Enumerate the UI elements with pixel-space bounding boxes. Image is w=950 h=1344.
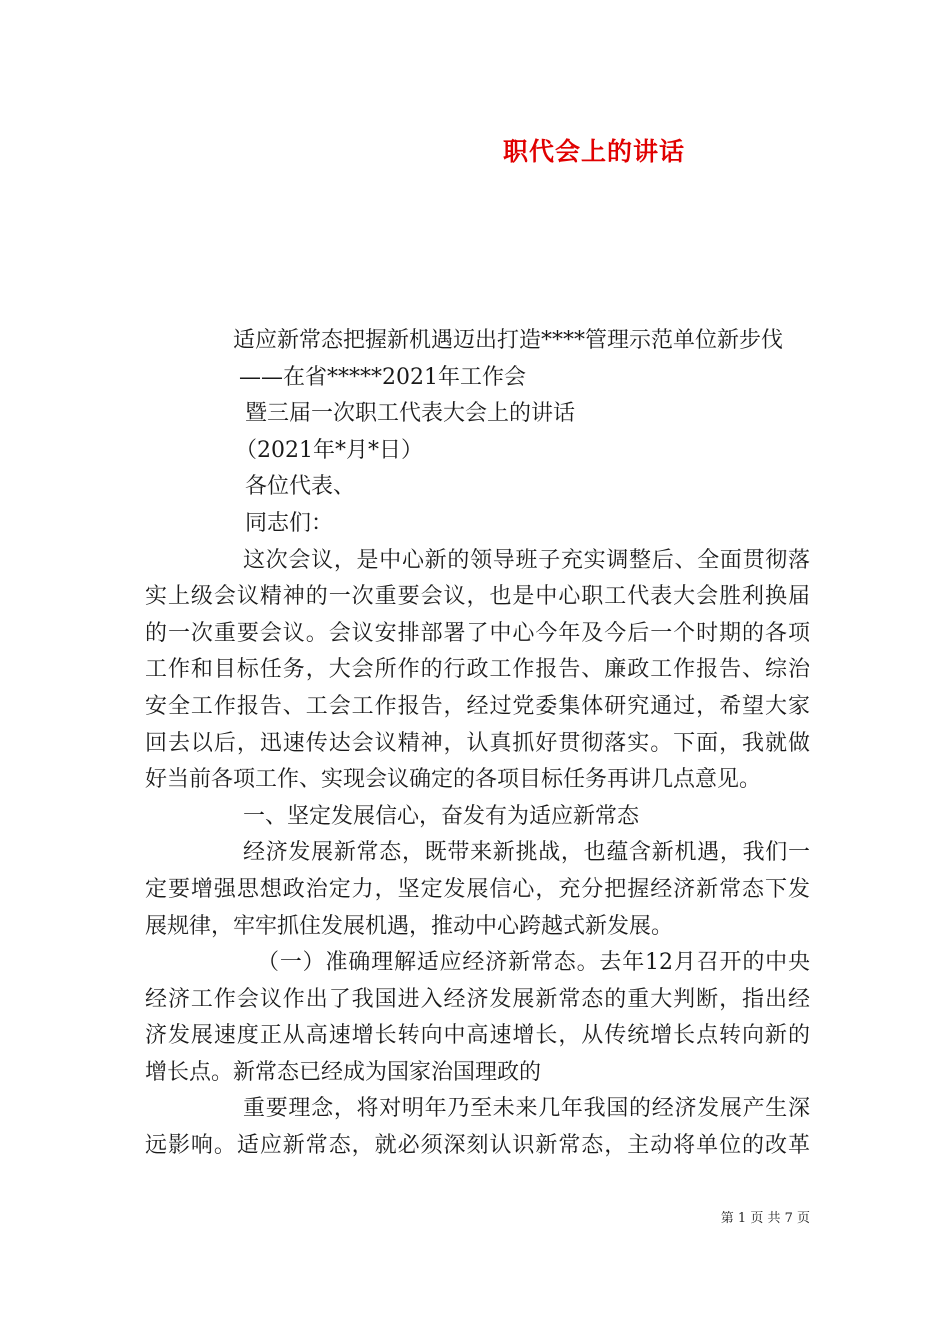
paragraph-line: 定要增强思想政治定力，坚定发展信心，充分把握经济新常态下发 — [145, 876, 810, 902]
subsection-heading: （一）准确理解适应经济新常态。去年12月召开的中央 — [257, 950, 810, 976]
paragraph-line: 增长点。新常态已经成为国家治国理政的 — [145, 1059, 542, 1085]
paragraph-line: 重要理念，将对明年乃至未来几年我国的经济发展产生深 — [243, 1096, 810, 1122]
heading-line-subtitle-2: 暨三届一次职工代表大会上的讲话 — [245, 401, 576, 427]
paragraph-line: 经济发展新常态，既带来新挑战，也蕴含新机遇，我们一 — [243, 840, 810, 866]
paragraph-line: 好当前各项工作、实现会议确定的各项目标任务再讲几点意见。 — [145, 767, 762, 793]
paragraph-line: 这次会议，是中心新的领导班子充实调整后、全面贯彻落 — [243, 547, 810, 573]
paragraph-line: 经济工作会议作出了我国进入经济发展新常态的重大判断，指出经 — [145, 986, 810, 1012]
paragraph-line: 济发展速度正从高速增长转向中高速增长，从传统增长点转向新的 — [145, 1023, 810, 1049]
heading-line-subtitle: ——在省*****2021年工作会 — [239, 364, 526, 390]
heading-line-main: 适应新常态把握新机遇迈出打造****管理示范单位新步伐 — [233, 328, 784, 353]
section-heading: 一、坚定发展信心，奋发有为适应新常态 — [243, 803, 640, 829]
paragraph-line: 安全工作报告、工会工作报告，经过党委集体研究通过，希望大家 — [145, 693, 810, 719]
paragraph-line: 的一次重要会议。会议安排部署了中心今年及今后一个时期的各项 — [145, 620, 810, 646]
paragraph-line: 实上级会议精神的一次重要会议，也是中心职工代表大会胜利换届 — [145, 584, 810, 610]
greeting-line: 同志们： — [245, 510, 334, 536]
page-title: 职代会上的讲话 — [502, 137, 685, 166]
paragraph-line: 回去以后，迅速传达会议精神，认真抓好贯彻落实。下面，我就做 — [145, 730, 810, 756]
paragraph-line: 工作和目标任务，大会所作的行政工作报告、廉政工作报告、综治 — [145, 657, 810, 683]
paragraph-line: 展规律，牢牢抓住发展机遇，推动中心跨越式新发展。 — [145, 913, 674, 939]
heading-line-date: （2021年*月*日） — [235, 437, 423, 463]
paragraph-line: 远影响。适应新常态，就必须深刻认识新常态，主动将单位的改革 — [145, 1133, 810, 1159]
document-body — [145, 323, 810, 1165]
greeting-line: 各位代表、 — [245, 474, 356, 500]
page-number-footer: 第 1 页 共 7 页 — [720, 1211, 810, 1226]
